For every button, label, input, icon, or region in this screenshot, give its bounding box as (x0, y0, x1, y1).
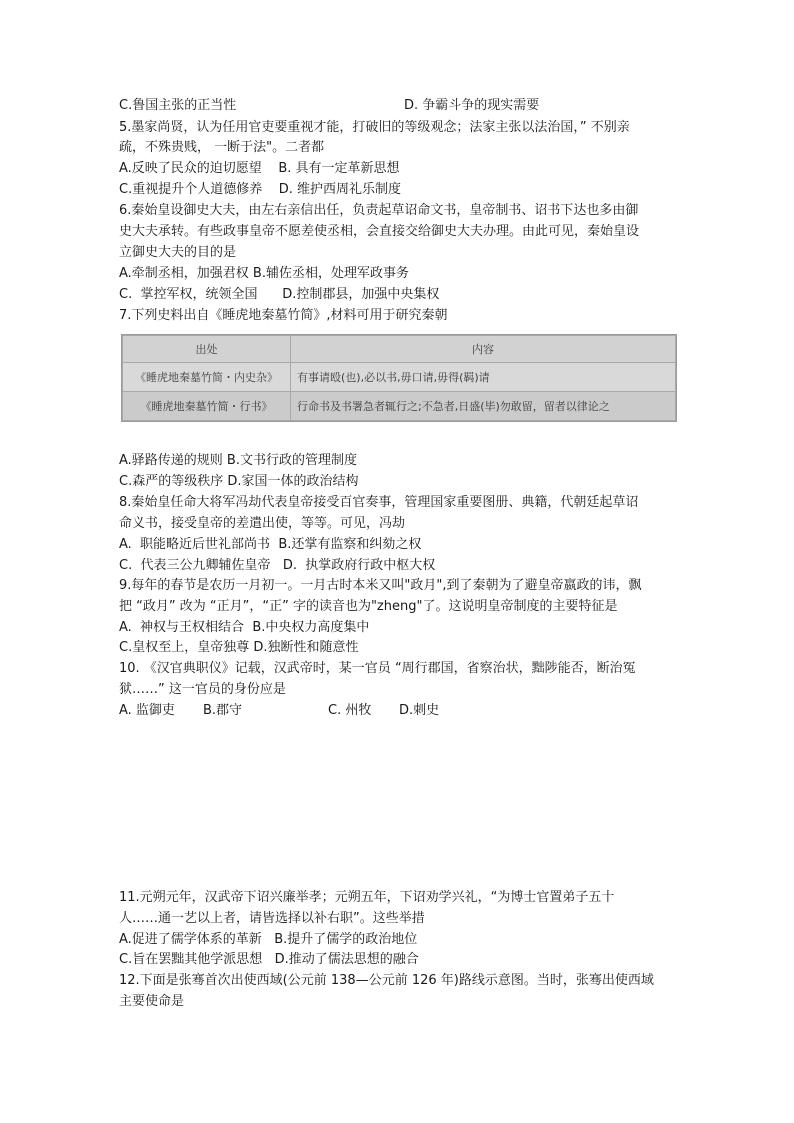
table-header-source: 出处 (123, 336, 291, 363)
q9-stem-line2: 把 “政月” 改为 “正月”，“正” 字的读音也为"zheng"了。这说明皇帝制度的主要特征是 (119, 599, 618, 614)
q4-option-c: C.鲁国主张的正当性 (119, 98, 237, 113)
q10-option-d: D.刺史 (399, 703, 440, 718)
q4-option-d: D. 争霸斗争的现实需要 (404, 98, 540, 113)
table-row (123, 363, 676, 392)
q8-stem-line1: 8.秦始皇任命大将军冯劫代表皇帝接受百官奏事，管理国家重要图册、典籍，代朝廷起草诏 (119, 495, 639, 510)
q10-stem-line2: 狱……” 这一官员的身份应是 (119, 682, 286, 697)
q11-options-ab: A.促进了儒学体系的革新 B.提升了儒学的政治地位 (119, 932, 418, 947)
q12-stem-line1: 12.下面是张骞首次出使西域(公元前 138—公元前 126 年)路线示意图。当时，张骞出使西域 (119, 973, 654, 988)
table-cell-content: 行命书及书署急者辄行之;不急者,日盛(毕)勿敢留，留者以律论之 (291, 392, 676, 421)
q9-options-ab: A. 神权与王权相结合 B.中央权力高度集中 (119, 620, 370, 635)
q5-options-cd: C.重视提升个人道德修养 D. 维护西周礼乐制度 (119, 182, 402, 197)
q8-options-cd: C. 代表三公九卿辅佐皇帝 D. 执掌政府行政中枢大权 (119, 558, 436, 573)
q11-stem-line1: 11.元朔元年，汉武帝下诏兴廉举孝；元朔五年，下诏劝学兴礼，“为博士官置弟子五十 (119, 890, 615, 905)
q8-stem-line2: 命义书，接受皇帝的差遣出使，等等。可见，冯劫 (119, 516, 406, 531)
table-cell-content: 有事请殴(也),必以书,毋口请,毋得(羁)请 (291, 363, 676, 392)
q10-option-c: C. 州牧 (328, 703, 372, 718)
q5-stem-line1: 5.墨家尚贤，认为任用官吏要重视才能，打破旧的等级观念；法家主张以法治国，” 不别亲 (119, 120, 630, 135)
q6-stem-line2: 史大夫承转。有些政事皇帝不愿差使丞相，会直接交给御史大夫办理。由此可见，秦始皇设 (119, 224, 640, 239)
q8-options-ab: A. 职能略近后世礼部尚书 B.还掌有监察和纠劾之权 (119, 537, 422, 552)
q7-stem: 7.下列史料出自《睡虎地秦墓竹简》,材料可用于研究秦朝 (119, 308, 448, 323)
q9-stem-line1: 9.每年的春节是农历一月初一。一月古时本米又叫"政月",到了秦朝为了避皇帝嬴政的讳，飘 (119, 578, 642, 593)
source-table (121, 334, 677, 422)
q6-stem-line3: 立御史大夫的目的是 (119, 245, 237, 260)
q11-stem-line2: 人……通一艺以上者，请皆选择以补右职”。这些举措 (119, 911, 425, 926)
table-cell-source: 《睡虎地秦墓竹简・内史杂》 (123, 363, 291, 392)
table-cell-source: 《睡虎地秦墓竹简・行书》 (123, 392, 291, 421)
table-row (123, 392, 676, 421)
q7-options-cd: C.森严的等级秩序 D.家国一体的政治结构 (119, 474, 359, 489)
q12-stem-line2: 主要使命是 (119, 994, 185, 1009)
q6-options-ab: A.牵制丞相，加强君权 B.辅佐丞相，处理军政事务 (119, 266, 409, 281)
q6-options-cd: C. 掌控军权，统领全国 D.控制郡县，加强中央集权 (119, 287, 440, 302)
q6-stem-line1: 6.秦始皇设御史大夫，由左右亲信出任，负责起草诏命文书，皇帝制书、诏书下达也多由御 (119, 203, 639, 218)
q10-stem-line1: 10. 《汉官典职仪》记载，汉武帝时，某一官员 “周行郡国，省察治状，黜陟能否，断治冤 (119, 661, 636, 676)
q9-options-cd: C.皇权至上，皇帝独尊 D.独断性和随意性 (119, 640, 359, 655)
q10-option-a: A. 监御吏 (119, 703, 175, 718)
q5-stem-line2: 疏，不殊贵贱， 一断于法"。二者都 (119, 140, 325, 155)
table-header-content: 内容 (291, 336, 676, 363)
q5-options-ab: A.反映了民众的迫切愿望 B. 具有一定革新思想 (119, 161, 400, 176)
q7-options-ab: A.驿路传递的规则 B.文书行政的管理制度 (119, 453, 357, 468)
q10-option-b: B.郡守 (203, 703, 243, 718)
q11-options-cd: C.旨在罢黜其他学派思想 D.推动了儒法思想的融合 (119, 952, 419, 967)
